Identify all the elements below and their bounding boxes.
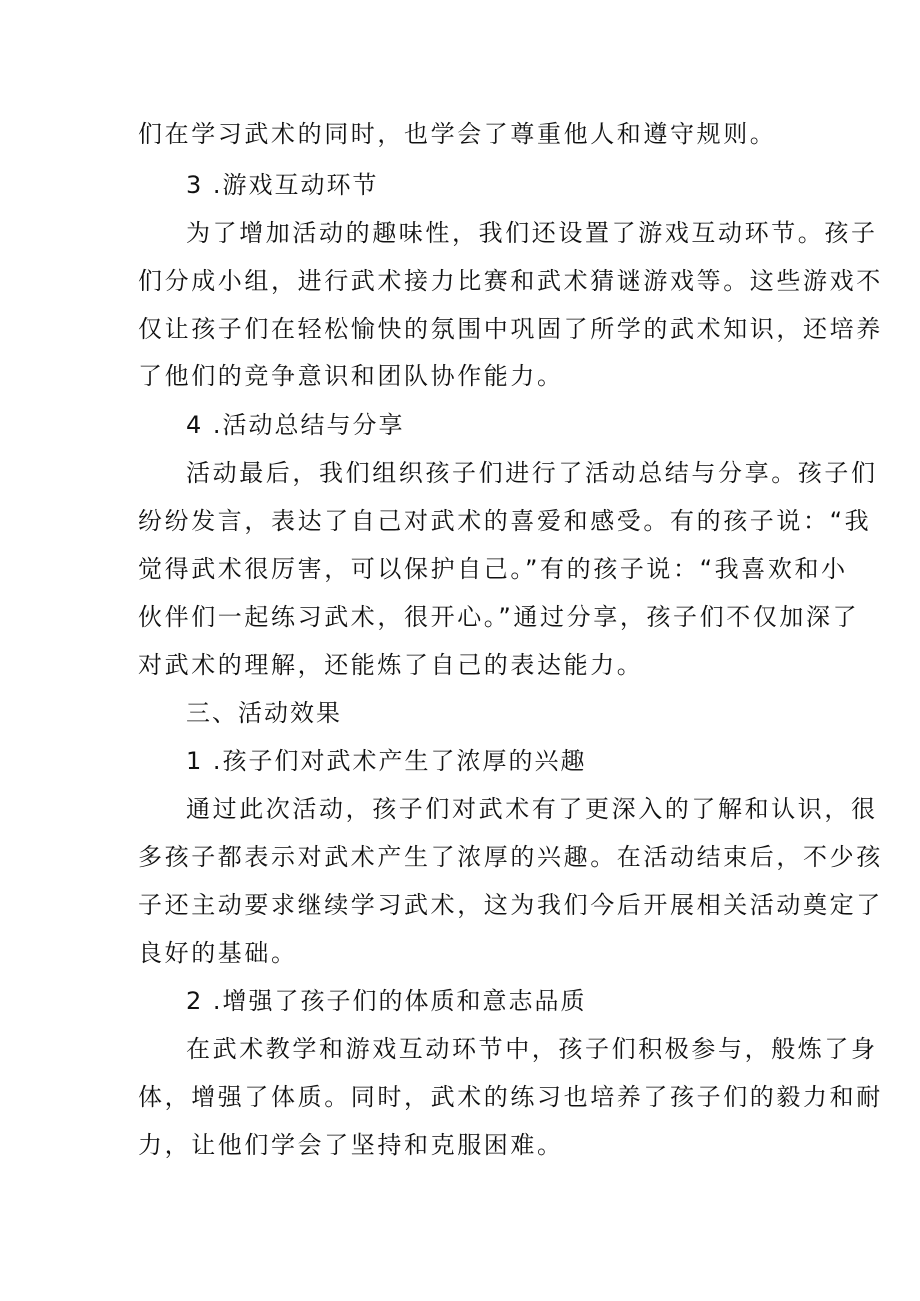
- paragraph-line: 觉得武术很厉害，可以保护自己。”有的孩子说：“我喜欢和小: [138, 555, 848, 583]
- paragraph-line: 通过此次活动，孩子们对武术有了更深入的了解和认识，很: [186, 795, 878, 823]
- paragraph-line: 了他们的竞争意识和团队协作能力。: [138, 362, 564, 390]
- paragraph-line: 纷纷发言，表达了自己对武术的喜爱和感受。有的孩子说：“我: [138, 507, 872, 535]
- subsection-heading: 1 .孩子们对武术产生了浓厚的兴趣: [186, 747, 587, 775]
- subsection-heading: 2 .增强了孩子们的体质和意志品质: [186, 987, 587, 1015]
- paragraph-line: 多孩子都表示对武术产生了浓厚的兴趣。在活动结束后，不少孩: [138, 843, 883, 871]
- paragraph-line: 力，让他们学会了坚持和克服困难。: [138, 1131, 564, 1159]
- paragraph-line: 们在学习武术的同时，也学会了尊重他人和遵守规则。: [138, 120, 777, 148]
- section-heading: 3 .游戏互动环节: [186, 171, 379, 199]
- paragraph-line: 伙伴们一起练习武术，很开心。”通过分享，孩子们不仅加深了: [138, 603, 860, 631]
- paragraph-line: 仅让孩子们在轻松愉快的氛围中巩固了所学的武术知识，还培养: [138, 315, 883, 343]
- paragraph-line: 活动最后，我们组织孩子们进行了活动总结与分享。孩子们: [186, 459, 878, 487]
- paragraph-line: 良好的基础。: [138, 939, 298, 967]
- paragraph-line: 体，增强了体质。同时，武术的练习也培养了孩子们的毅力和耐: [138, 1083, 883, 1111]
- paragraph-line: 对武术的理解，还能炼了自己的表达能力。: [138, 651, 644, 679]
- section-heading: 4 .活动总结与分享: [186, 411, 405, 439]
- paragraph-line: 子还主动要求继续学习武术，这为我们今后开展相关活动奠定了: [138, 891, 883, 919]
- paragraph-line: 在武术教学和游戏互动环节中，孩子们积极参与，般炼了身: [186, 1035, 878, 1063]
- paragraph-line: 们分成小组，进行武术接力比赛和武术猜谜游戏等。这些游戏不: [138, 267, 883, 295]
- section-heading: 三、活动效果: [186, 699, 342, 727]
- paragraph-line: 为了增加活动的趣味性，我们还设置了游戏互动环节。孩子: [186, 219, 878, 247]
